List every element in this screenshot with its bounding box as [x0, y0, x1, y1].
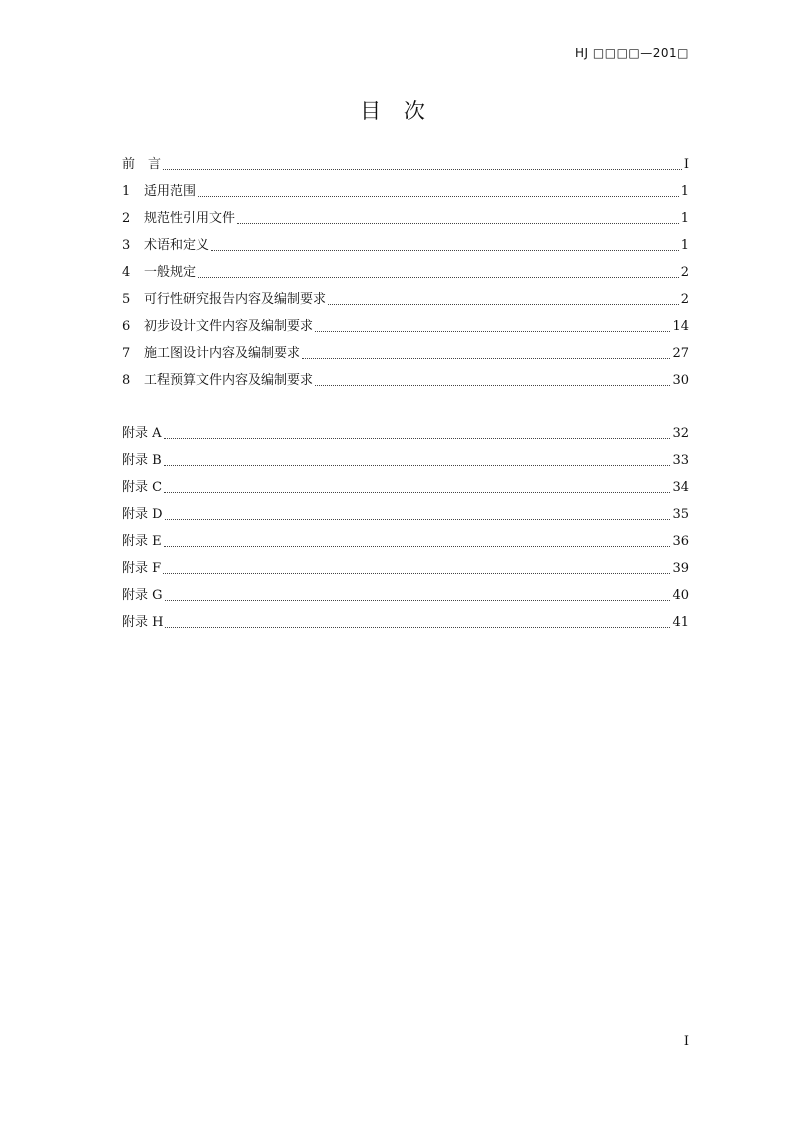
page-title: 目 次: [360, 99, 433, 123]
dot-leader: [165, 519, 671, 520]
toc-entry-appendix-a[interactable]: [122, 417, 689, 444]
toc-entry-number: 3: [122, 238, 131, 253]
dot-leader: [165, 600, 671, 601]
toc-entry-2[interactable]: [122, 202, 689, 229]
dot-leader: [163, 169, 682, 170]
toc-entry-label: 规范性引用文件: [144, 211, 236, 226]
dot-leader: [198, 196, 679, 197]
toc-entry-appendix-b[interactable]: [122, 444, 689, 471]
dot-leader: [198, 277, 679, 278]
table-of-contents: [122, 148, 689, 391]
toc-entry-4[interactable]: [122, 256, 689, 283]
dot-leader: [164, 465, 671, 466]
toc-entry-label: 初步设计文件内容及编制要求: [144, 319, 314, 334]
toc-entry-appendix-f[interactable]: [122, 552, 689, 579]
toc-entry-page: 27: [672, 346, 689, 361]
dot-leader: [328, 304, 679, 305]
toc-entry-number: 7: [122, 346, 131, 361]
toc-entry-label: 可行性研究报告内容及编制要求: [144, 292, 327, 307]
toc-entry-label: 附录 B: [122, 453, 162, 468]
toc-entry-number: 4: [122, 265, 131, 280]
toc-entry-page: 1: [680, 211, 689, 226]
toc-entry-1[interactable]: [122, 175, 689, 202]
toc-entry-page: 2: [680, 292, 689, 307]
dot-leader: [163, 573, 670, 574]
toc-entry-label: 附录 E: [122, 534, 162, 549]
dot-leader: [315, 385, 670, 386]
toc-entry-8[interactable]: [122, 364, 689, 391]
toc-entry-page: 35: [672, 507, 689, 522]
dot-leader: [164, 438, 671, 439]
toc-entry-page: 40: [672, 588, 689, 603]
toc-entry-page: 2: [680, 265, 689, 280]
toc-entry-label: 附录 H: [122, 615, 164, 630]
dot-leader: [211, 250, 679, 251]
toc-entry-page: 1: [680, 184, 689, 199]
toc-entry-label: 附录 F: [122, 561, 162, 576]
toc-entry-page: 14: [672, 319, 689, 334]
toc-entry-appendix-c[interactable]: [122, 471, 689, 498]
page-number: I: [683, 1034, 689, 1049]
toc-entry-label: 附录 G: [122, 588, 163, 603]
dot-leader: [237, 223, 679, 224]
toc-entry-page: 32: [672, 426, 689, 441]
toc-entry-label: 工程预算文件内容及编制要求: [144, 373, 314, 388]
toc-entry-number: 2: [122, 211, 131, 226]
toc-entry-foreword[interactable]: [122, 148, 689, 175]
toc-entry-page: 36: [672, 534, 689, 549]
toc-entry-page: 39: [672, 561, 689, 576]
toc-entry-6[interactable]: [122, 310, 689, 337]
toc-entry-page: 34: [672, 480, 689, 495]
toc-entry-page: 41: [672, 615, 689, 630]
toc-entry-appendix-g[interactable]: [122, 579, 689, 606]
toc-entry-number: 5: [122, 292, 131, 307]
toc-entry-label: 施工图设计内容及编制要求: [144, 346, 301, 361]
toc-entry-number: 6: [122, 319, 131, 334]
toc-entry-page: 1: [680, 238, 689, 253]
toc-entry-5[interactable]: [122, 283, 689, 310]
dot-leader: [164, 546, 671, 547]
toc-entry-label: 一般规定: [144, 265, 197, 280]
appendix-list: [122, 417, 689, 633]
toc-entry-label: 适用范围: [144, 184, 197, 199]
toc-entry-page: 30: [672, 373, 689, 388]
dot-leader: [302, 358, 670, 359]
toc-entry-label: 附录 C: [122, 480, 163, 495]
toc-entry-number: 8: [122, 373, 131, 388]
toc-entry-appendix-d[interactable]: [122, 498, 689, 525]
toc-entry-label: 附录 A: [122, 426, 162, 441]
toc-entry-page: I: [683, 157, 689, 172]
dot-leader: [164, 492, 670, 493]
toc-entry-label: 前 言: [122, 157, 162, 172]
dot-leader: [165, 627, 670, 628]
toc-entry-3[interactable]: [122, 229, 689, 256]
dot-leader: [315, 331, 670, 332]
toc-entry-7[interactable]: [122, 337, 689, 364]
toc-entry-appendix-e[interactable]: [122, 525, 689, 552]
toc-entry-number: 1: [122, 184, 131, 199]
toc-entry-appendix-h[interactable]: [122, 606, 689, 633]
toc-entry-page: 33: [672, 453, 689, 468]
toc-entry-label: 附录 D: [122, 507, 163, 522]
document-code: HJ □□□□—201□: [575, 46, 689, 60]
toc-entry-label: 术语和定义: [144, 238, 210, 253]
